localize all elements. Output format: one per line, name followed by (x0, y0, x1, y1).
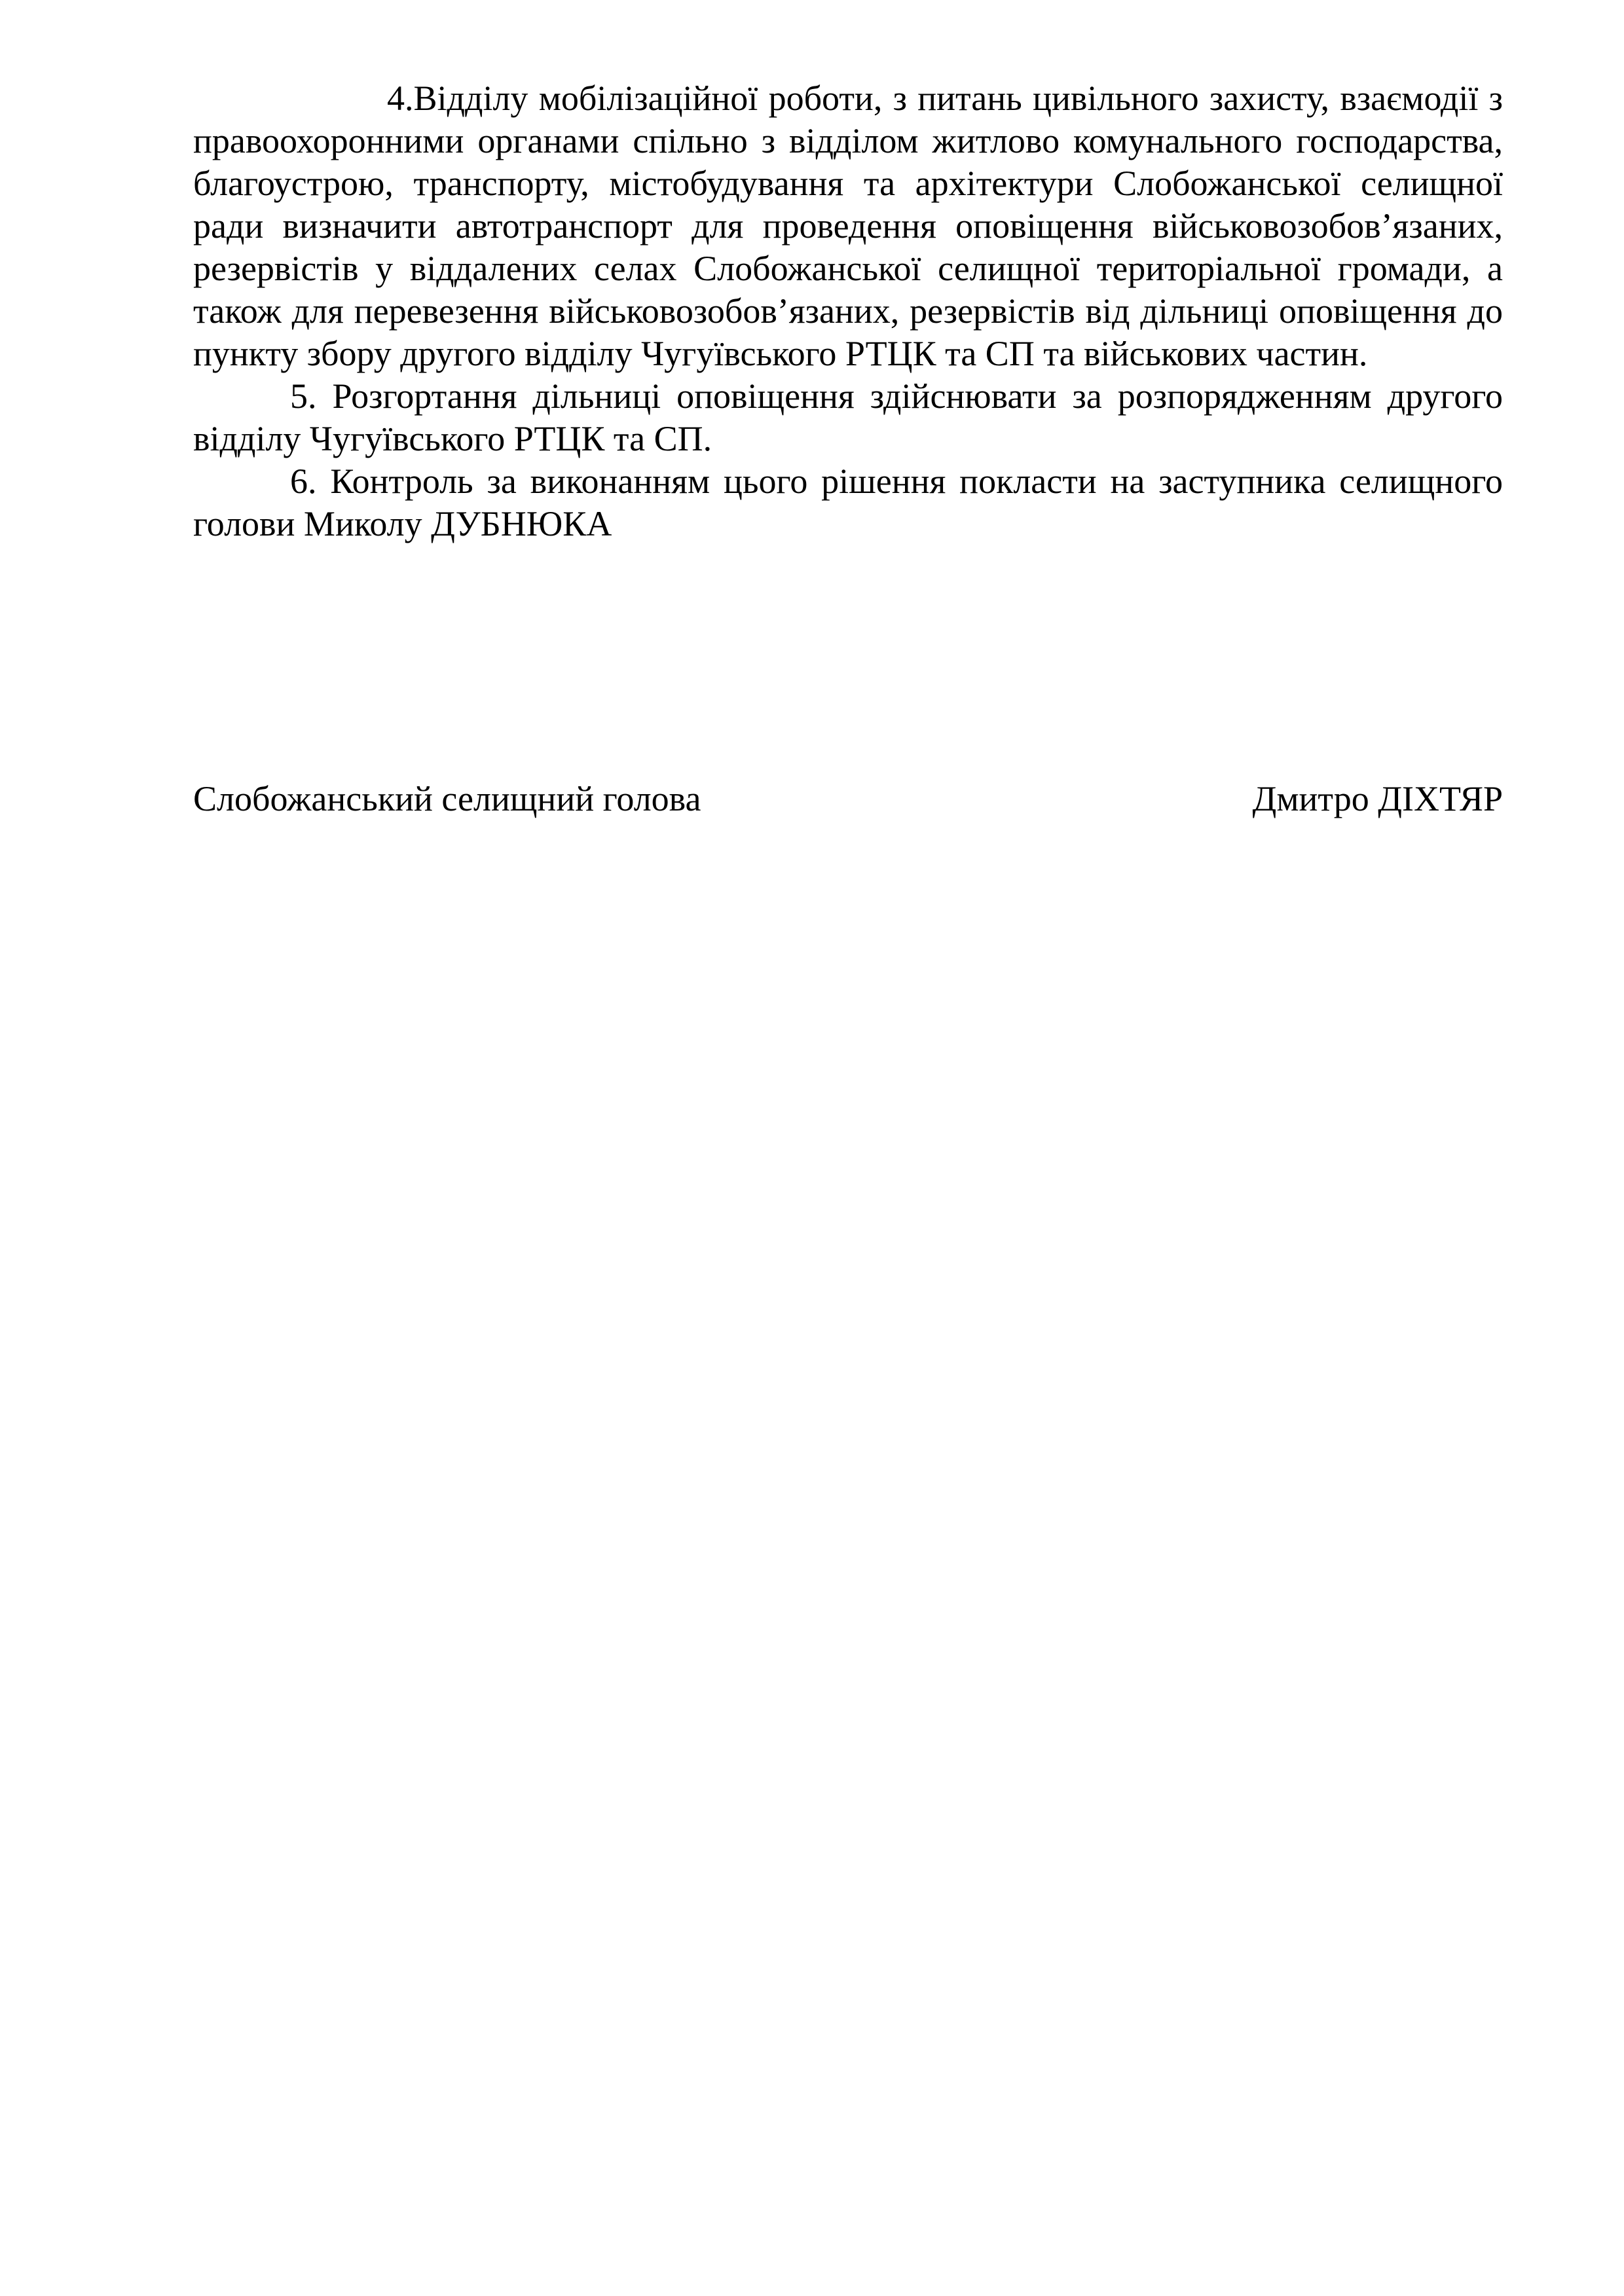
paragraph-text: Розгортання дільниці оповіщення здійснювати за розпорядженням другого відділу Чугуївського РТЦК та СП. (193, 376, 1504, 458)
document-body (193, 77, 1503, 545)
paragraph-number: 4. (387, 79, 414, 118)
signature-block (193, 778, 1503, 820)
paragraph-6 (193, 460, 1503, 545)
paragraph-text: Контроль за виконанням цього рішення покласти на заступника селищного голови Миколу ДУБНЮКА (193, 462, 1503, 543)
signature-position: Слобожанський селищний голова (193, 779, 701, 818)
signature-name: Дмитро ДІХТЯР (1252, 779, 1503, 818)
paragraph-5 (193, 375, 1503, 460)
paragraph-number: 6. (290, 462, 317, 501)
paragraph-text: Відділу мобілізаційної роботи, з питань цивільного захисту, взаємодії з правоохоронними органами спільно з відділом житлово комунального господарства, благоустрою, транспорту, містобудування та архітектури Слобожанської селищної ради визначити автотранспорт для проведення оповіщення військовозобов’язаних, резервістів у віддалених селах Слобожанської селищної територіальної громади, а також для перевезення військовозобов’язаних, резервістів від дільниці оповіщення до пункту збору другого відділу Чугуївського РТЦК та СП та військових частин. (193, 79, 1503, 373)
paragraph-4 (193, 77, 1503, 375)
paragraph-number: 5. (290, 376, 317, 416)
